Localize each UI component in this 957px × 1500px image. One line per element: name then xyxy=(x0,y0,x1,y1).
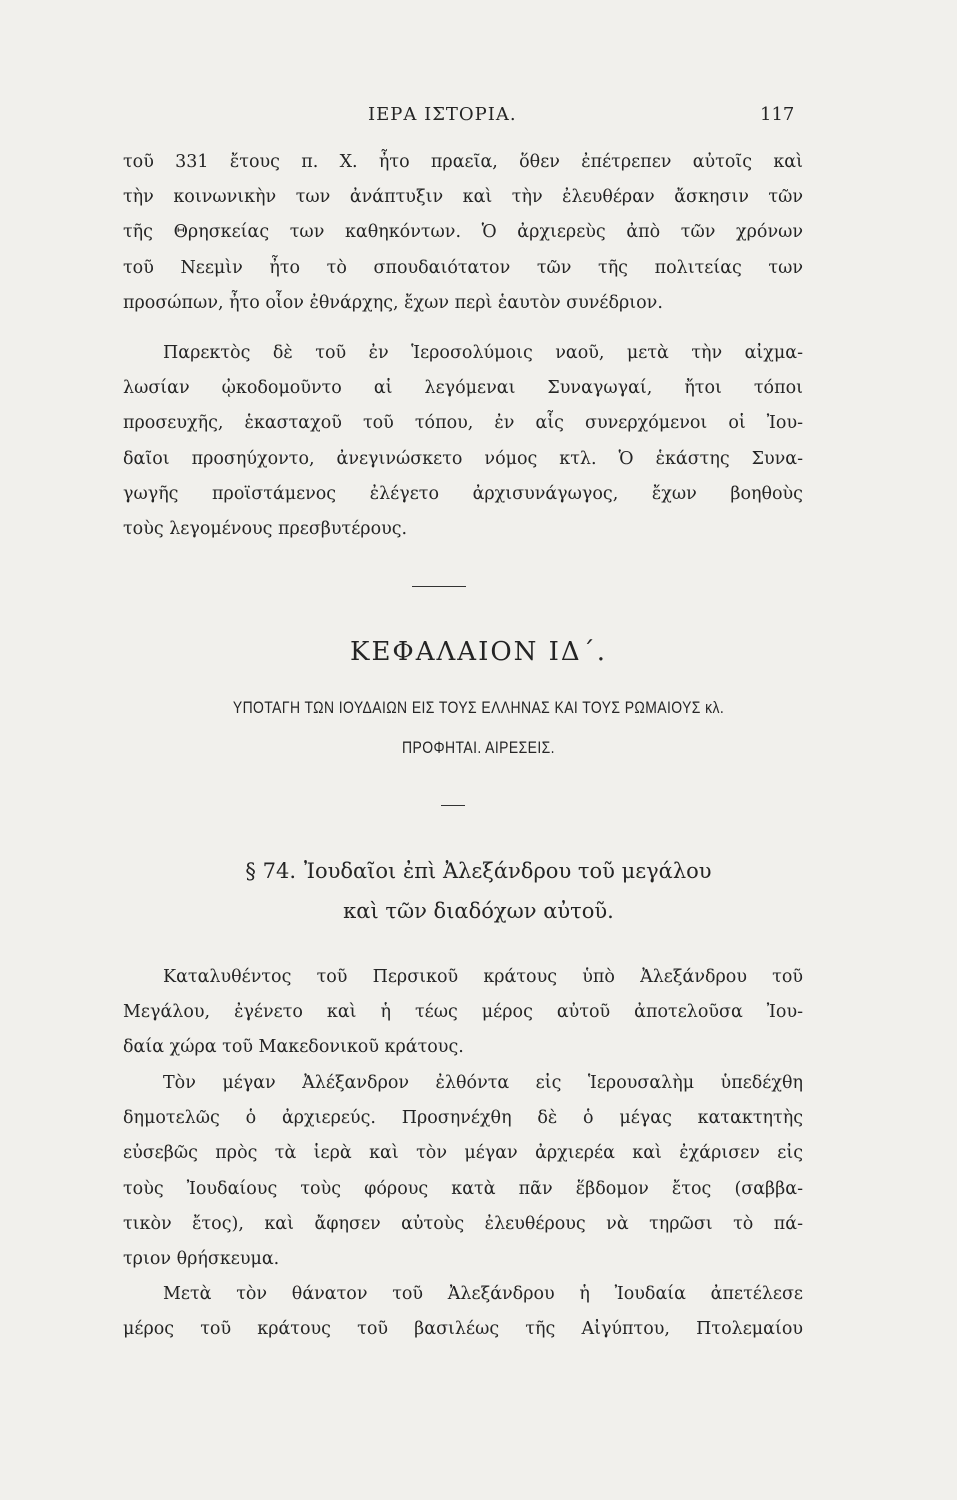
running-title: ΙΕΡΑ ΙΣΤΟΡΙΑ. xyxy=(368,104,517,125)
text-line: λωσίαν ᾠκοδομοῦντο αἱ λεγόμεναι Συναγωγαί, ἤτοι τόποι xyxy=(123,378,803,399)
running-head xyxy=(0,104,957,134)
text-line: δαία χώρα τοῦ Μακεδονικοῦ κράτους. xyxy=(123,1037,464,1058)
synagogue-paragraph xyxy=(123,336,803,547)
text-line: τοῦ 331 ἔτους π. Χ. ἦτο πραεῖα, ὅθεν ἐπέτρεπεν αὐτοῖς καὶ xyxy=(123,152,803,172)
text-line: τικὸν ἔτος), καὶ ἄφησεν αὐτοὺς ἐλευθέρους νὰ τηρῶσι τὸ πά- xyxy=(123,1213,803,1234)
chapter-divider-rule xyxy=(412,586,466,587)
text-line: τριον θρήσκευμα. xyxy=(123,1249,280,1270)
text-line: Μεγάλου, ἐγένετο καὶ ἡ τέως μέρος αὐτοῦ ἀποτελοῦσα Ἰου- xyxy=(123,1002,803,1023)
text-line: τοῦ Νεεμὶν ἦτο τὸ σπουδαιότατον τῶν τῆς πολιτείας των xyxy=(123,257,803,278)
text-line: δημοτελῶς ὁ ἀρχιερεύς. Προσηνέχθη δὲ ὁ μέγας κατακτητὴς xyxy=(123,1108,803,1129)
body-paragraph xyxy=(123,1277,803,1347)
page-number: 117 xyxy=(760,104,795,125)
section-heading-text: Ἰουδαῖοι ἐπὶ Ἀλεξάνδρου τοῦ μεγάλου xyxy=(304,859,712,883)
text-line: εὐσεβῶς πρὸς τὰ ἱερὰ καὶ τὸν μέγαν ἀρχιερέα καὶ ἐχάρισεν εἰς xyxy=(123,1143,803,1164)
text-line: Παρεκτὸς δὲ τοῦ ἐν Ἱεροσολύμοις ναοῦ, μετὰ τὴν αἰχμα- xyxy=(163,343,803,363)
text-line: μέρος τοῦ κράτους τοῦ βασιλέως τῆς Αἰγύπτου, Πτολεμαίου xyxy=(123,1319,803,1340)
text-line: Τὸν μέγαν Ἀλέξανδρον ἐλθόντα εἰς Ἱερουσαλὴμ ὑπεδέχθη xyxy=(163,1073,803,1093)
text-line: Μετὰ τὸν θάνατον τοῦ Ἀλεξάνδρου ἡ Ἰουδαία ἀπετέλεσε xyxy=(163,1284,803,1304)
text-line: τῆς Θρησκείας των καθηκόντων. Ὁ ἀρχιερεὺς ἀπὸ τῶν χρόνων xyxy=(123,222,803,243)
chapter-summary-line: ΥΠΟΤΑΓΗ ΤΩΝ ΙΟΥΔΑΙΩΝ ΕΙΣ ΤΟΥΣ ΕΛΛΗΝΑΣ ΚΑΙ ΤΟΥΣ ΡΩΜΑΙΟΥΣ κλ. xyxy=(232,698,725,717)
section-mark: § 74. xyxy=(245,859,296,883)
text-line: γωγῆς προϊστάμενος ἐλέγετο ἀρχισυνάγωγος, ἔχων βοηθοὺς xyxy=(123,483,803,504)
text-line: προσευχῆς, ἑκασταχοῦ τοῦ τόπου, ἐν αἷς συνερχόμενοι οἱ Ἰου- xyxy=(123,413,803,434)
text-line: προσώπων, ἦτο οἷον ἐθνάρχης, ἔχων περὶ ἑαυτὸν συνέδριον. xyxy=(123,292,663,313)
text-line: τὴν κοινωνικὴν των ἀνάπτυξιν καὶ τὴν ἐλευθέραν ἄσκησιν τῶν xyxy=(123,187,803,208)
text-line: Καταλυθέντος τοῦ Περσικοῦ κράτους ὑπὸ Ἀλεξάνδρου τοῦ xyxy=(163,967,803,987)
body-paragraph xyxy=(123,1066,803,1277)
intro-paragraph xyxy=(123,145,803,321)
text-line: τοὺς λεγομένους πρεσβυτέρους. xyxy=(123,519,408,540)
chapter-summary-line: ΠΡΟΦΗΤΑΙ. ΑΙΡΕΣΕΙΣ. xyxy=(402,738,555,757)
body-paragraph xyxy=(123,960,803,1066)
chapter-title: ΚΕΦΑΛΑΙΟΝ ΙΔ΄. xyxy=(350,637,607,667)
section-divider-rule xyxy=(441,805,465,806)
text-line: τοὺς Ἰουδαίους τοὺς φόρους κατὰ πᾶν ἕβδομον ἔτος (σαββα- xyxy=(123,1178,803,1199)
text-line: δαῖοι προσηύχοντο, ἀνεγινώσκετο νόμος κτλ. Ὁ ἑκάστης Συνα- xyxy=(123,448,803,469)
section-subheading: καὶ τῶν διαδόχων αὐτοῦ. xyxy=(343,899,614,923)
